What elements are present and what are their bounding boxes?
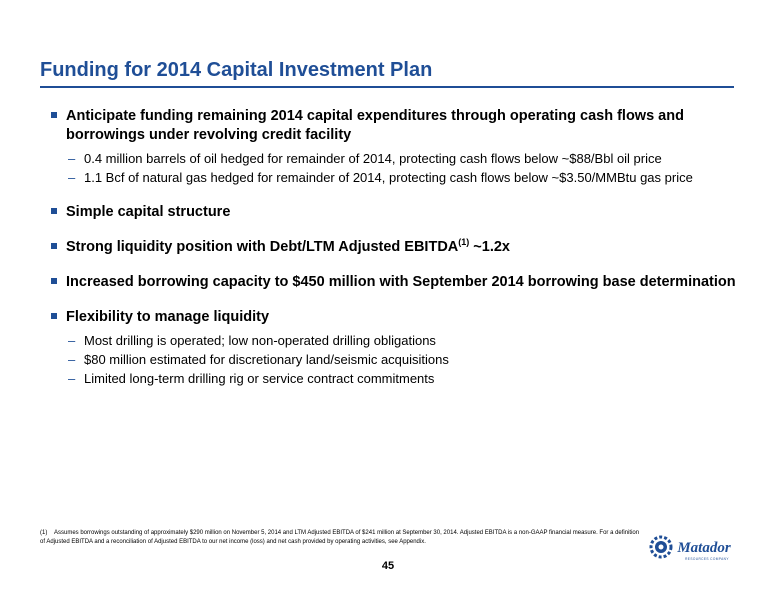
dash-bullet-icon: – — [68, 371, 76, 386]
bullet-list — [51, 107, 741, 404]
square-bullet-icon — [51, 278, 57, 284]
sub-bullet-item — [66, 169, 741, 187]
logo-tagline: RESOURCES COMPANY — [685, 557, 729, 561]
bullet-item — [51, 203, 741, 222]
sub-bullet-item — [66, 370, 741, 388]
dash-bullet-icon: – — [68, 151, 76, 166]
sub-bullet-list — [66, 150, 741, 187]
dash-bullet-icon: – — [68, 333, 76, 348]
sub-bullet-item — [66, 332, 741, 350]
square-bullet-icon — [51, 208, 57, 214]
bullet-item — [51, 273, 741, 292]
page-number: 45 — [381, 560, 395, 572]
footnote-text: Assumes borrowings outstanding of approximately $290 million on November 5, 2014 and LTM Adjusted EBITDA of $241 million at September 30, 2014. Adjusted EBITDA is a non-GAAP financial measure. For a definition of Adjusted EBITDA and a reconciliation of Adjusted EBITDA to our net income (loss) and net cash provided by operating activities, see Appendix. — [40, 530, 640, 545]
title-divider — [40, 86, 734, 88]
square-bullet-icon — [51, 243, 57, 249]
dash-bullet-icon: – — [68, 352, 76, 367]
footnote — [40, 529, 640, 547]
matador-logo — [649, 526, 741, 572]
sub-bullet-item — [66, 351, 741, 369]
square-bullet-icon — [51, 313, 57, 319]
logo-wordmark: Matador — [677, 540, 731, 556]
gear-icon — [651, 537, 671, 557]
bullet-text: Simple capital structure — [66, 204, 231, 220]
sub-bullet-text: Most drilling is operated; low non-operated drilling obligations — [84, 333, 436, 348]
footnote-reference: (1) — [458, 237, 470, 248]
bullet-text — [66, 238, 741, 257]
bullet-item — [51, 238, 741, 257]
bullet-text: Flexibility to manage liquidity — [66, 309, 270, 325]
sub-bullet-text: 0.4 million barrels of oil hedged for remainder of 2014, protecting cash flows below ~$88/Bbl oil price — [84, 151, 662, 166]
slide-title: Funding for 2014 Capital Investment Plan — [40, 59, 433, 81]
bullet-text: Increased borrowing capacity to $450 million with September 2014 borrowing base determination — [66, 274, 736, 290]
bullet-text-main: Strong liquidity position with Debt/LTM Adjusted EBITDA — [66, 239, 459, 255]
sub-bullet-text: Limited long-term drilling rig or service contract commitments — [84, 371, 435, 386]
bullet-item — [51, 308, 741, 388]
bullet-text: Anticipate funding remaining 2014 capital expenditures through operating cash flows and borrowings under revolving credit facility — [66, 108, 684, 143]
square-bullet-icon — [51, 112, 57, 118]
sub-bullet-text: 1.1 Bcf of natural gas hedged for remainder of 2014, protecting cash flows below ~$3.50/MMBtu gas price — [84, 170, 693, 185]
sub-bullet-list — [66, 332, 741, 388]
sub-bullet-item — [66, 150, 741, 168]
footnote-marker: (1) — [40, 530, 48, 536]
dash-bullet-icon: – — [68, 170, 76, 185]
bullet-item — [51, 107, 741, 187]
bullet-text-value: ~1.2x — [469, 239, 510, 255]
sub-bullet-text: $80 million estimated for discretionary land/seismic acquisitions — [84, 352, 449, 367]
